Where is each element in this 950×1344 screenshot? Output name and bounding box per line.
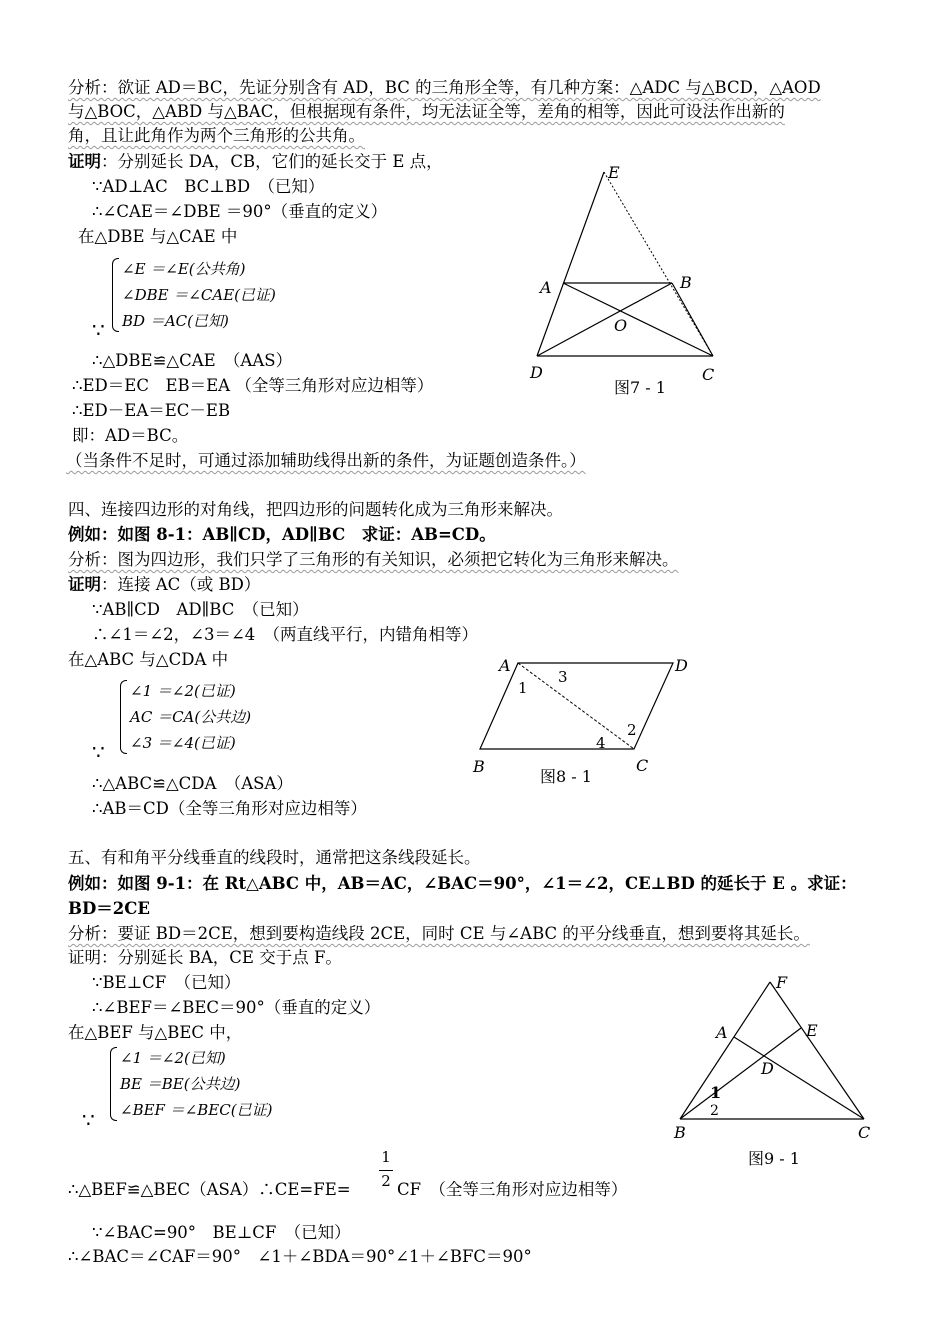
line-FC — [770, 982, 864, 1119]
system-row: BD ＝AC(已知) — [122, 312, 229, 330]
line-AC — [563, 283, 713, 356]
label-D: D — [530, 363, 543, 382]
system-row: ∠1 ＝∠2(已知) — [120, 1049, 226, 1067]
angle-label-2: 2 — [627, 721, 637, 739]
proof-intro — [68, 150, 443, 174]
label-D: D — [675, 656, 688, 675]
fraction-numerator: 1 — [381, 1148, 391, 1166]
step-2: ∴∠BEF＝∠BEC＝90°（垂直的定义） — [92, 998, 381, 1017]
example-statement-2: BD＝2CE — [68, 899, 150, 918]
note-line: （当条件不足时，可通过添加辅助线得出新的条件，为证题创造条件。） — [66, 451, 586, 470]
angle-label-4: 4 — [596, 734, 606, 752]
step-5: ∵∠BAC=90° BE⊥CF （已知） — [92, 1223, 351, 1242]
system-row: ∠1 ＝∠2(已证) — [130, 682, 236, 700]
proof-start: ：连接 AC（或 BD） — [101, 575, 261, 594]
equation-system — [120, 678, 252, 756]
brace — [112, 258, 119, 332]
analysis-line-2: 与△BOC，△ABD 与△BAC，但根据现有条件，均无法证全等，差角的相等，因此可设法作出新的 — [68, 102, 785, 121]
system-row: ∠BEF ＝∠BEC(已证) — [120, 1101, 273, 1119]
label-B: B — [674, 1123, 686, 1142]
step-5: ∴ED＝EC EB＝EA （全等三角形对应边相等） — [72, 376, 434, 395]
step-2: ∴∠1＝∠2，∠3＝∠4 （两直线平行，内错角相等） — [92, 625, 479, 644]
proof-intro — [68, 573, 260, 597]
step-4-part-b: CF （全等三角形对应边相等） — [397, 1180, 628, 1199]
figure-7-1 — [520, 160, 740, 400]
because-symbol: ∵ — [82, 1108, 95, 1132]
system-row: BE ＝BE(公共边) — [120, 1075, 241, 1093]
line-BC — [672, 283, 713, 356]
step-1: ∵AD⊥AC BC⊥BD （已知） — [92, 177, 325, 196]
line-AC — [734, 1037, 864, 1119]
proof-intro: 证明：分别延长 BA，CE 交于点 F。 — [68, 948, 342, 967]
step-1: ∵BE⊥CF （已知） — [92, 973, 241, 992]
equation-system — [112, 256, 276, 334]
step-3: 在△ABC 与△CDA 中 — [68, 650, 229, 669]
analysis-line-3: 角，且让此角作为两个三角形的公共角。 — [68, 126, 365, 145]
label-E: E — [608, 163, 620, 182]
section-heading: 四、连接四边形的对角线，把四边形的问题转化成为三角形来解决。 — [68, 500, 563, 519]
label-C: C — [702, 365, 715, 384]
analysis-line: 分析：图为四边形，我们只学了三角形的有关知识，必须把它转化为三角形来解决。 — [68, 550, 679, 569]
step-1: ∵AB∥CD AD∥BC （已知） — [92, 600, 309, 619]
angle-label-1: 1 — [710, 1083, 722, 1102]
proof-label: 证明 — [68, 575, 101, 594]
figure-caption: 图7 - 1 — [614, 378, 666, 397]
brace — [120, 680, 127, 754]
label-A: A — [540, 278, 552, 297]
label-B: B — [473, 757, 485, 776]
angle-label-2: 2 — [710, 1103, 719, 1119]
step-6: ∴∠BAC＝∠CAF＝90° ∠1＋∠BDA＝90°∠1＋∠BFC＝90° — [68, 1247, 532, 1266]
label-F: F — [776, 973, 788, 992]
step-6: ∴ED－EA＝EC－EB — [72, 401, 231, 420]
proof-label: 证明 — [68, 152, 101, 171]
line-BD — [537, 283, 672, 356]
label-B: B — [680, 273, 692, 292]
diagonal-AC-dashed — [518, 663, 634, 749]
analysis-line-1: 分析：欲证 AD＝BC，先证分别含有 AD，BC 的三角形全等，有几种方案：△ADC 与△BCD，△AOD — [68, 78, 821, 97]
step-4-part-a: ∴△BEF≌△BEC（ASA）∴CE=FE= — [68, 1180, 351, 1199]
step-7: 即：AD＝BC。 — [72, 426, 189, 445]
label-C: C — [636, 756, 649, 775]
angle-label-3: 3 — [558, 668, 568, 686]
label-O: O — [614, 316, 628, 335]
figure-8-1 — [470, 650, 700, 790]
step-2: ∴∠CAE＝∠DBE ＝90°（垂直的定义） — [92, 202, 388, 221]
label-D: D — [761, 1059, 774, 1078]
step-3: 在△DBE 与△CAE 中 — [78, 227, 238, 246]
label-C: C — [858, 1123, 871, 1142]
because-symbol: ∵ — [92, 318, 105, 342]
label-A: A — [716, 1023, 728, 1042]
proof-start: ：分别延长 DA，CB，它们的延长交于 E 点， — [101, 152, 443, 171]
system-row: ∠3 ＝∠4(已证) — [130, 734, 236, 752]
figure-9-1 — [665, 965, 885, 1175]
analysis-line: 分析：要证 BD＝2CE，想到要构造线段 2CE，同时 CE 与∠ABC 的平分线垂直，想到要将其延长。 — [68, 924, 810, 943]
step-3: 在△BEF 与△BEC 中， — [68, 1023, 243, 1042]
line-ED — [537, 172, 604, 356]
label-A: A — [499, 656, 511, 675]
angle-label-1: 1 — [518, 679, 528, 697]
step-4: ∴△DBE≌△CAE （AAS） — [92, 351, 293, 370]
fraction-denominator: 2 — [381, 1172, 391, 1190]
example-statement-1: 例如：如图 9-1：在 Rt△ABC 中，AB＝AC，∠BAC＝90°，∠1＝∠2，CE⊥BD 的延长于 E 。求证： — [68, 874, 857, 893]
figure-caption: 图9 - 1 — [748, 1149, 800, 1168]
equation-system — [110, 1045, 273, 1123]
step-4: ∴△ABC≌△CDA （ASA） — [92, 774, 293, 793]
label-E: E — [806, 1021, 818, 1040]
system-row: ∠E ＝∠E(公共角) — [122, 260, 246, 278]
brace — [110, 1047, 117, 1121]
step-5: ∴AB＝CD（全等三角形对应边相等） — [92, 799, 367, 818]
example-statement: 例如：如图 8-1：AB∥CD，AD∥BC 求证：AB=CD。 — [68, 525, 496, 544]
because-symbol: ∵ — [92, 740, 105, 764]
section-heading: 五、有和角平分线垂直的线段时，通常把这条线段延长。 — [68, 848, 481, 867]
fraction-bar — [379, 1170, 393, 1171]
figure-caption: 图8 - 1 — [540, 767, 592, 786]
system-row: ∠DBE ＝∠CAE(已证) — [122, 286, 276, 304]
system-row: AC ＝CA(公共边) — [130, 708, 252, 726]
